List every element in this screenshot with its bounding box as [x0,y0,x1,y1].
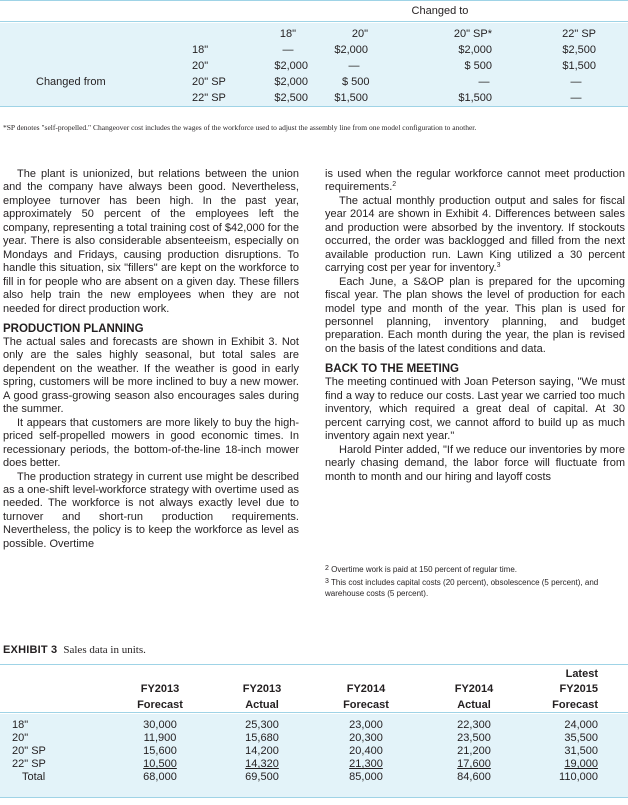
footnote-ref: 3 [496,262,501,270]
table-cell-total: 68,000 [143,771,177,783]
col-header: 18" [279,28,296,40]
paragraph-text: The actual monthly production output and sales for fiscal year 2014 are shown in Exhibit 4. Differences between sales and production were absorbed by the inventory. If stockouts occurred, the order was backlogged and filled from the next available production run. Lawn King utilized a 30 percent carrying cost per year for inventory. [325,194,625,275]
table-cell [326,758,406,771]
cell-value: 21,300 [349,758,383,770]
col-header-line1: FY2015 [559,683,598,695]
exhibit-title [3,644,146,656]
row-label: 20" [12,732,29,744]
row-label: 22" SP [192,92,226,104]
exhibit-caption: Sales data in units. [63,644,146,656]
section-heading-production-planning: PRODUCTION PLANNING [3,322,144,335]
col-header-line1: FY2013 [242,683,282,695]
table-cell-total: 85,000 [349,771,383,783]
table-cell: $ 500 [464,60,492,72]
cell-value: 19,000 [564,758,598,770]
changed-to-label: Changed to [411,5,469,17]
table-cell: $2,000 [458,44,492,56]
table-cell: 24,000 [564,719,598,731]
table-cell-total: 84,600 [457,771,491,783]
table-cell: $1,500 [334,92,368,104]
table-cell: — [282,44,294,56]
table-cell: $2,500 [562,44,596,56]
changeover-cost-table [0,0,628,120]
col-header-line2: Actual [245,699,279,711]
footnote-2 [325,565,625,576]
table-cell: $ 500 [342,76,370,88]
table-cell: 22,300 [457,719,491,731]
table-cell: $2,500 [274,92,308,104]
sales-data-table [0,664,628,805]
table-cell [222,758,302,771]
paragraph [325,195,625,276]
paragraph: The actual sales and forecasts are shown in Exhibit 3. Not only are the sales highly seasonal, but total sales are dependent on the weather. If the weather is good in early spring, customers will be more inclined to buy a new mower. A good grass-growing season also encourages sales during the summer. [3,335,299,416]
paragraph: The plant is unionized, but relations between the union and the company have always been good. Nevertheless, employee turnover has been high. In the past year, approximately 50 percent of the employees left the company, representing a total training cost of $42,000 for the year. There is also considerable absenteeism, especially on Mondays and Fridays, causing production disruptions. To handle this situation, six "fillers" are kept on the workforce to fill in for people who are absent on a given day. These fillers also help train the new employees when they are not needed for direct production work. [3,168,299,315]
row-label: 18" [192,44,209,56]
footnote-text: This cost includes capital costs (20 percent), obsolescence (5 percent), and warehouse costs (5 percent). [325,578,599,598]
row-label-total: Total [22,771,46,783]
table-cell: 23,500 [457,732,491,744]
paragraph: Each June, a S&OP plan is prepared for the upcoming fiscal year. The plan shows the level of production for each model type and month of the year. This plan is used for personnel planning, inventory planning, and budget preparation. Each month during the year, the plan is revised on the basis of the latest conditions and data. [325,275,625,355]
paragraph-text: is used when the regular workforce cannot meet production requirements. [325,168,625,194]
col-header-line2: Forecast [343,699,389,711]
col-header: 20" SP* [453,28,492,40]
paragraph: The meeting continued with Joan Peterson saying, "We must find a way to reduce our costs. Last year we carried too much inventory, which required a great deal of capital. At 30 percent carrying cost, we cannot afford to build up as much inventory again next year." [325,376,625,443]
row-label: 20" [192,60,209,72]
row-label: 20" SP [12,745,46,757]
col-header: 20" [351,28,368,40]
footnote-text: Overtime work is paid at 150 percent of regular time. [331,565,517,574]
footnote-ref: 2 [392,181,397,189]
row-label: 22" SP [12,758,46,770]
table-cell: — [478,76,490,88]
table-cell: $1,500 [562,60,596,72]
table-header-band [0,0,628,22]
paragraph: The production strategy in current use might be described as a one-shift level-workforce strategy with overtime used as needed. The workforce is not always exactly level due to turnover and short-run production requirements. Nevertheless, the policy is to keep the workforce as level as possible. Overtime [3,470,299,550]
table-cell: 35,500 [564,732,598,744]
paragraph: It appears that customers are more likely to buy the high-priced self-propelled mowers in good economic times. In recessionary periods, the bottom-of-the-line 18-inch mower does better. [3,416,299,470]
col-header-line0: Latest [565,668,598,680]
row-label: 18" [12,719,29,731]
cell-value: 14,320 [245,758,279,770]
table-footnote: *SP denotes "self-propelled." Changeover cost includes the wages of the workforce used to adjust the assembly line from one model configuration to another. [3,123,477,132]
table-cell: — [570,92,582,104]
table-cell [520,758,598,771]
right-text-column [325,168,625,484]
table-cell: 25,300 [245,719,279,731]
table-cell: $2,000 [334,44,368,56]
changed-from-label: Changed from [36,76,106,88]
section-heading-back-to-meeting: BACK TO THE MEETING [325,363,459,376]
footnote-number: 3 [325,578,329,585]
col-header-line1: FY2014 [454,683,494,695]
col-header-line1: FY2014 [346,683,386,695]
table-cell: 31,500 [564,745,598,757]
table-cell: — [570,76,582,88]
left-text-column [3,168,299,551]
col-header-line2: Actual [457,699,491,711]
table-cell [120,758,200,771]
paragraph [325,168,625,195]
table-cell: 14,200 [245,745,279,757]
table-cell: $2,000 [274,60,308,72]
exhibit-label: EXHIBIT 3 [3,644,58,656]
table-cell-total: 69,500 [245,771,279,783]
table-cell: $2,000 [274,76,308,88]
col-header-line2: Forecast [552,699,598,711]
table-cell: $1,500 [458,92,492,104]
cell-value: 17,600 [457,758,491,770]
footnote-number: 2 [325,565,329,572]
table-cell: 11,900 [143,732,177,744]
table-cell [434,758,514,771]
table-cell: 30,000 [143,719,177,731]
table-cell: — [348,60,360,72]
row-label: 20" SP [192,76,226,88]
footnote-3 [325,578,625,599]
cell-value: 10,500 [143,758,177,770]
table-cell-total: 110,000 [559,771,598,783]
table-cell: 15,600 [143,745,177,757]
table-cell: 23,000 [349,719,383,731]
table-cell: 15,680 [245,732,279,744]
col-header-line1: FY2013 [140,683,180,695]
col-header-line2: Forecast [137,699,183,711]
table-cell: 21,200 [457,745,491,757]
col-header: 22" SP [562,28,596,40]
paragraph: Harold Pinter added, "If we reduce our inventories by more nearly chasing demand, the labor force will fluctuate from month to month and our hiring and layoff costs [325,443,625,483]
table-cell: 20,300 [349,732,383,744]
table-cell: 20,400 [349,745,383,757]
